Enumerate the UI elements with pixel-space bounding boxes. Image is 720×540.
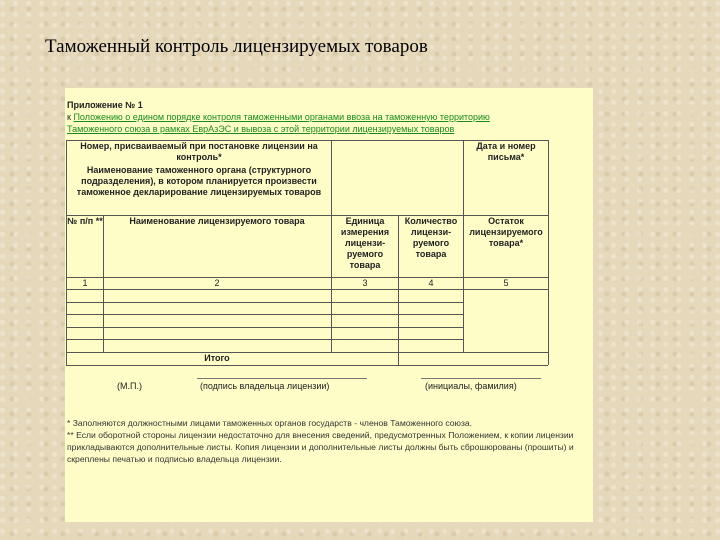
- license-number-label: Номер, присваиваемый при постановке лицензии на контроль*: [80, 141, 318, 162]
- slide-title: Таможенный контроль лицензируемых товаров: [45, 36, 428, 57]
- letter-label: Дата и номер письма*: [476, 141, 536, 162]
- col-header-2: Наименование лицензируемого товара: [129, 216, 305, 226]
- customs-body-label: Наименование таможенного органа (структурного подразделения), в котором планируется произвести таможенное декларирование лицензируемых товаров: [76, 165, 322, 197]
- regulation-link-cont[interactable]: Таможенного союза в рамках ЕврАзЭС и вывоза с этой территории лицензируемых товаров: [67, 124, 455, 134]
- col-num-3: 3: [362, 278, 368, 288]
- col-header-3: Единица измерения лицензи-руемого товара: [340, 216, 390, 270]
- col-header-4: Количество лицензи-руемого товара: [404, 216, 458, 259]
- footnote-2: ** Если оборотной стороны лицензии недостаточно для внесения сведений, предусмотренных Положением, к копии лицензии прикладываются дополнительные листы. Копия лицензии и дополнительные листы должны быть сброшюрованы (прошиты) и скреплены печатью и подписью владельца лицензии.: [67, 430, 574, 464]
- col-num-4: 4: [428, 278, 434, 288]
- document-image: [65, 88, 593, 522]
- initials-label: (инициалы, фамилия): [425, 381, 517, 391]
- col-num-2: 2: [214, 278, 220, 288]
- total-label: Итого: [204, 353, 230, 363]
- col-header-1: № п/п **: [67, 216, 103, 226]
- prefix: к: [67, 112, 71, 122]
- stamp-label: (М.П.): [117, 381, 142, 391]
- col-num-1: 1: [82, 278, 88, 288]
- signature-label: (подпись владельца лицензии): [200, 381, 330, 391]
- col-header-5: Остаток лицензируемого товара*: [469, 216, 543, 248]
- footnote-1: * Заполняются должностными лицами таможенных органов государств - членов Таможенного союза.: [67, 418, 473, 428]
- appendix-label: Приложение № 1: [67, 100, 143, 110]
- col-num-5: 5: [503, 278, 509, 288]
- regulation-link[interactable]: Положению о едином порядке контроля таможенными органами ввоза на таможенную территорию: [73, 112, 490, 122]
